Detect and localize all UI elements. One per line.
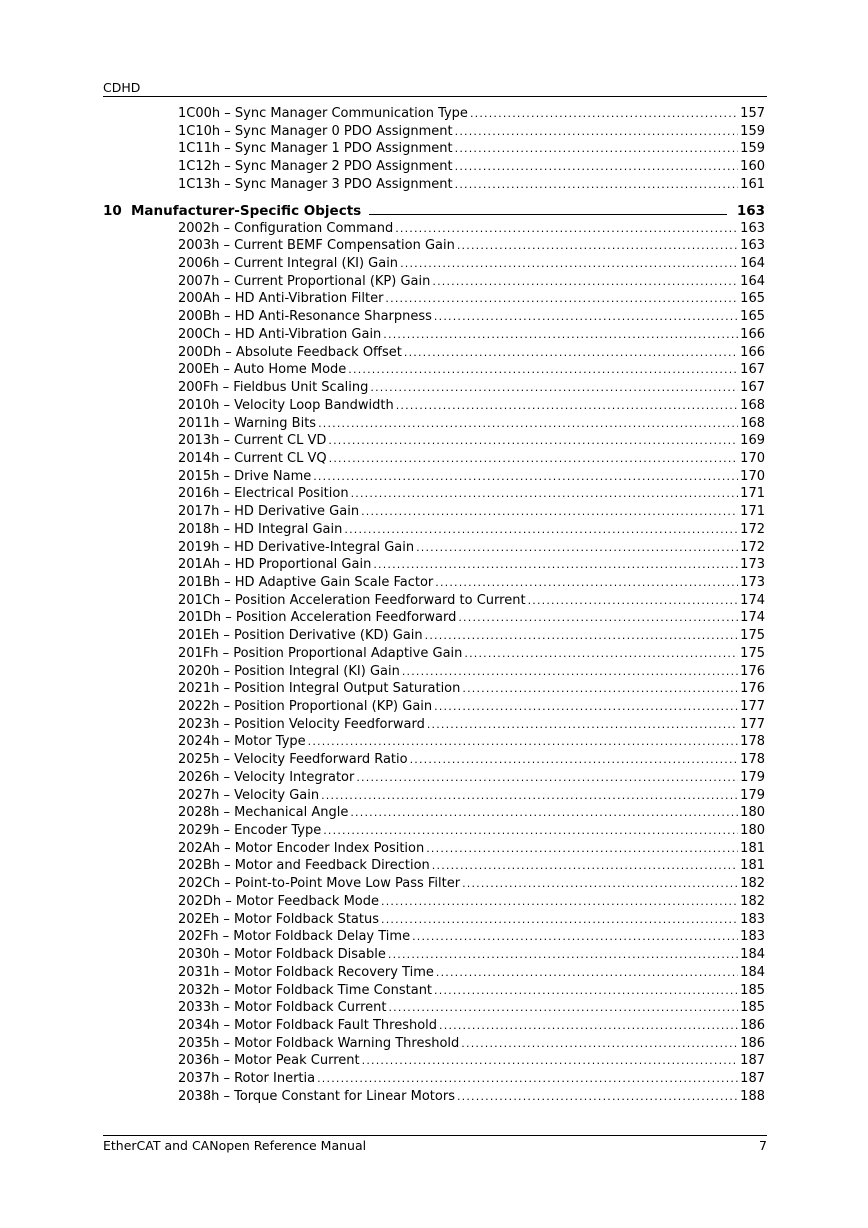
- toc-entry-title: 2038h – Torque Constant for Linear Motors: [178, 1088, 455, 1104]
- toc-dot-leader: [323, 822, 738, 840]
- toc-entry[interactable]: [178, 804, 765, 822]
- toc-entry-page: 183: [740, 929, 765, 945]
- toc-dot-leader: [400, 255, 738, 273]
- toc-entry-page: 160: [740, 159, 765, 175]
- toc-entry-page: 170: [740, 468, 765, 484]
- toc-entry-title: 201Dh – Position Acceleration Feedforward: [178, 610, 457, 626]
- toc-entry-title: 2017h – HD Derivative Gain: [178, 504, 360, 520]
- toc-dot-leader: [462, 875, 738, 893]
- toc-entry-page: 179: [740, 787, 765, 803]
- toc-dot-leader: [425, 627, 739, 645]
- footer-manual-title: EtherCAT and CANopen Reference Manual: [103, 1138, 367, 1153]
- toc-dot-leader: [432, 857, 738, 875]
- toc-entry-title: 2028h – Mechanical Angle: [178, 805, 349, 821]
- toc-dot-leader: [313, 468, 738, 486]
- toc-entry-page: 182: [740, 876, 765, 892]
- toc-entry-title: 2023h – Position Velocity Feedforward: [178, 716, 425, 732]
- toc-entry[interactable]: [178, 893, 765, 911]
- toc-entry-page: 161: [740, 176, 765, 192]
- toc-entry-page: 168: [740, 397, 765, 413]
- toc-entry-page: 176: [740, 681, 765, 697]
- toc-entry-title: 2033h – Motor Foldback Current: [178, 1000, 387, 1016]
- toc-entry-title: 2022h – Position Proportional (KP) Gain: [178, 699, 433, 714]
- footer-page-number: 7: [759, 1138, 767, 1153]
- toc-entry-title: 200Dh – Absolute Feedback Offset: [178, 344, 402, 360]
- toc-dot-leader: [435, 574, 738, 592]
- toc-entry-page: 176: [740, 663, 765, 679]
- toc-entry-page: 187: [740, 1071, 765, 1087]
- toc-entry-page: 185: [740, 1000, 765, 1016]
- toc-entry[interactable]: [178, 432, 765, 450]
- toc-entry[interactable]: [178, 158, 765, 176]
- toc-entry[interactable]: [178, 645, 765, 663]
- toc-dot-leader: [457, 237, 738, 255]
- toc-entry[interactable]: [178, 308, 765, 326]
- toc-entry[interactable]: [178, 964, 765, 982]
- toc-entry[interactable]: [178, 574, 765, 592]
- toc-dot-leader: [373, 556, 738, 574]
- toc-entry-title: 2025h – Velocity Feedforward Ratio: [178, 752, 408, 768]
- toc-entry-page: 164: [740, 273, 765, 289]
- toc-entry[interactable]: [178, 503, 765, 521]
- toc-entry-title: 2018h – HD Integral Gain: [178, 521, 343, 537]
- toc-entry[interactable]: [178, 1052, 765, 1070]
- toc-entry-title: 2003h – Current BEMF Compensation Gain: [178, 238, 455, 254]
- toc-entry-page: 169: [740, 433, 765, 449]
- toc-entry-page: 175: [740, 628, 765, 644]
- toc-entry-page: 166: [740, 344, 765, 360]
- toc-entry[interactable]: [178, 521, 765, 539]
- toc-entry[interactable]: [178, 698, 765, 716]
- toc-entry-title: 2010h – Velocity Loop Bandwidth: [178, 397, 394, 413]
- toc-dot-leader: [462, 680, 738, 698]
- toc-entry[interactable]: [178, 999, 765, 1017]
- toc-dot-leader: [464, 645, 738, 663]
- toc-entry-title: 2014h – Current CL VQ: [178, 450, 327, 466]
- toc-entry[interactable]: [178, 344, 765, 362]
- toc-entry[interactable]: [178, 397, 765, 415]
- toc-pre-entries: [0, 105, 868, 194]
- toc-entry-title: 1C11h – Sync Manager 1 PDO Assignment: [178, 141, 453, 157]
- toc-entry[interactable]: [178, 1070, 765, 1088]
- toc-entry[interactable]: [178, 592, 765, 610]
- toc-entry[interactable]: [178, 379, 765, 397]
- toc-dot-leader: [318, 415, 738, 433]
- toc-dot-leader: [455, 176, 739, 194]
- toc-dot-leader: [395, 220, 738, 238]
- toc-entry-page: 183: [740, 911, 765, 927]
- toc-entry-title: 2030h – Motor Foldback Disable: [178, 947, 386, 963]
- toc-entry-page: 163: [740, 220, 765, 236]
- toc-entry-page: 177: [740, 716, 765, 732]
- toc-entry-page: 165: [740, 291, 765, 307]
- toc-dot-leader: [434, 982, 738, 1000]
- toc-entry-title: 2006h – Current Integral (KI) Gain: [178, 256, 399, 272]
- toc-entry[interactable]: [178, 716, 765, 734]
- toc-entry[interactable]: [178, 326, 765, 344]
- toc-entry-page: 186: [740, 1017, 765, 1033]
- toc-entry-page: 159: [740, 123, 765, 139]
- toc-dot-leader: [402, 663, 738, 681]
- chapter-leader-rule: [369, 202, 727, 215]
- toc-entry-title: 2002h – Configuration Command: [178, 220, 394, 236]
- toc-dot-leader: [455, 123, 739, 141]
- chapter-number: 10: [103, 202, 122, 219]
- toc-entry[interactable]: [178, 946, 765, 964]
- toc-entry[interactable]: [178, 361, 765, 379]
- toc-entry[interactable]: [178, 468, 765, 486]
- toc-entry[interactable]: [178, 290, 765, 308]
- toc-entry[interactable]: [178, 1035, 765, 1053]
- table-of-contents: [0, 105, 868, 1106]
- toc-entry-title: 2007h – Current Proportional (KP) Gain: [178, 273, 431, 289]
- toc-entry[interactable]: [178, 450, 765, 468]
- toc-entry-page: 165: [740, 309, 765, 325]
- toc-entry-page: 171: [740, 504, 765, 520]
- toc-entry-page: 172: [740, 539, 765, 555]
- toc-entry-page: 167: [740, 380, 765, 396]
- toc-entry-title: 2035h – Motor Foldback Warning Threshold: [178, 1035, 460, 1051]
- toc-entry-page: 171: [740, 486, 765, 502]
- toc-entry[interactable]: [178, 140, 765, 158]
- toc-entry-page: 182: [740, 893, 765, 909]
- toc-dot-leader: [381, 911, 738, 929]
- toc-entry-title: 2031h – Motor Foldback Recovery Time: [178, 964, 434, 980]
- toc-entry-page: 174: [740, 592, 765, 608]
- toc-dot-leader: [351, 485, 739, 503]
- toc-entry[interactable]: [178, 485, 765, 503]
- toc-entry-page: 184: [740, 947, 765, 963]
- toc-entry[interactable]: [178, 911, 765, 929]
- toc-entry[interactable]: [178, 176, 765, 194]
- toc-entry-title: 200Ah – HD Anti-Vibration Filter: [178, 291, 384, 307]
- toc-entry-page: 184: [740, 964, 765, 980]
- toc-dot-leader: [328, 432, 738, 450]
- page-header: [103, 80, 767, 97]
- toc-entry-title: 2037h – Rotor Inertia: [178, 1071, 316, 1087]
- toc-entry-title: 201Ah – HD Proportional Gain: [178, 557, 372, 573]
- toc-entry-title: 2011h – Warning Bits: [178, 415, 317, 431]
- toc-entry-title: 1C00h – Sync Manager Communication Type: [178, 106, 468, 121]
- toc-entry[interactable]: [178, 787, 765, 805]
- toc-entry[interactable]: [178, 840, 765, 858]
- toc-entry-page: 164: [740, 256, 765, 272]
- toc-entry-page: 178: [740, 752, 765, 768]
- toc-dot-leader: [457, 1088, 738, 1106]
- page-footer: [103, 1135, 767, 1153]
- toc-entry-page: 179: [740, 769, 765, 785]
- toc-chapter-heading[interactable]: [103, 202, 765, 220]
- toc-dot-leader: [321, 787, 738, 805]
- toc-entry[interactable]: [178, 1017, 765, 1035]
- toc-entry-title: 200Ch – HD Anti-Vibration Gain: [178, 326, 382, 342]
- toc-entry[interactable]: [178, 627, 765, 645]
- toc-entry-title: 201Fh – Position Proportional Adaptive Gain: [178, 645, 463, 661]
- toc-dot-leader: [432, 273, 738, 291]
- toc-entry[interactable]: [178, 273, 765, 291]
- toc-entry[interactable]: [178, 822, 765, 840]
- toc-entry-page: 167: [740, 362, 765, 378]
- toc-entry-title: 2029h – Encoder Type: [178, 823, 322, 839]
- toc-entry-title: 202Eh – Motor Foldback Status: [178, 911, 380, 927]
- toc-dot-leader: [416, 539, 738, 557]
- toc-dot-leader: [385, 290, 738, 308]
- toc-entry-title: 202Ah – Motor Encoder Index Position: [178, 840, 425, 856]
- toc-entry-title: 2027h – Velocity Gain: [178, 787, 320, 803]
- toc-entry-title: 2036h – Motor Peak Current: [178, 1053, 360, 1069]
- toc-entry-page: 181: [740, 858, 765, 874]
- toc-entry[interactable]: [178, 105, 765, 123]
- toc-entry-title: 200Bh – HD Anti-Resonance Sharpness: [178, 309, 432, 325]
- toc-entry-title: 202Dh – Motor Feedback Mode: [178, 893, 379, 909]
- toc-entry-title: 2026h – Velocity Integrator: [178, 769, 355, 785]
- toc-entry-title: 2015h – Drive Name: [178, 468, 312, 484]
- toc-entry-page: 185: [740, 982, 765, 998]
- chapter-title: Manufacturer-Specific Objects: [131, 202, 362, 219]
- toc-dot-leader: [361, 503, 738, 521]
- toc-dot-leader: [381, 893, 738, 911]
- toc-entry-title: 200Fh – Fieldbus Unit Scaling: [178, 380, 369, 396]
- toc-entry-page: 172: [740, 521, 765, 537]
- toc-entry[interactable]: [178, 255, 765, 273]
- toc-entry[interactable]: [178, 556, 765, 574]
- toc-entry-page: 173: [740, 557, 765, 573]
- toc-entry-page: 163: [740, 238, 765, 254]
- toc-entry[interactable]: [178, 751, 765, 769]
- toc-entry-title: 201Eh – Position Derivative (KD) Gain: [178, 628, 423, 644]
- toc-entry[interactable]: [178, 928, 765, 946]
- toc-entry[interactable]: [178, 875, 765, 893]
- toc-dot-leader: [434, 308, 738, 326]
- toc-entry-page: 186: [740, 1035, 765, 1051]
- toc-entry-page: 180: [740, 823, 765, 839]
- toc-dot-leader: [412, 928, 738, 946]
- toc-entry-page: 157: [740, 106, 765, 121]
- toc-dot-leader: [455, 158, 739, 176]
- toc-dot-leader: [458, 609, 738, 627]
- toc-dot-leader: [434, 698, 738, 716]
- toc-entry-title: 202Bh – Motor and Feedback Direction: [178, 858, 430, 874]
- toc-entry[interactable]: [178, 857, 765, 875]
- toc-dot-leader: [455, 140, 739, 158]
- toc-dot-leader: [362, 1052, 739, 1070]
- toc-entry[interactable]: [178, 609, 765, 627]
- toc-entry-title: 2024h – Motor Type: [178, 734, 306, 750]
- toc-entry-page: 170: [740, 450, 765, 466]
- header-title: CDHD: [103, 80, 141, 95]
- toc-entry-page: 168: [740, 415, 765, 431]
- toc-entry[interactable]: [178, 982, 765, 1000]
- toc-entry-title: 200Eh – Auto Home Mode: [178, 362, 347, 378]
- toc-entry-title: 2021h – Position Integral Output Saturation: [178, 681, 461, 697]
- toc-dot-leader: [370, 379, 738, 397]
- toc-entry[interactable]: [178, 123, 765, 141]
- toc-entry-title: 1C10h – Sync Manager 0 PDO Assignment: [178, 123, 453, 139]
- toc-entry-page: 177: [740, 699, 765, 714]
- toc-entry[interactable]: [178, 663, 765, 681]
- toc-entry-title: 201Ch – Position Acceleration Feedforward to Current: [178, 592, 526, 608]
- toc-entry-page: 180: [740, 805, 765, 821]
- toc-entry-page: 188: [740, 1088, 765, 1104]
- toc-dot-leader: [404, 344, 738, 362]
- toc-entry-title: 2016h – Electrical Position: [178, 486, 349, 502]
- toc-entry-title: 2032h – Motor Foldback Time Constant: [178, 982, 433, 998]
- toc-entry-page: 174: [740, 610, 765, 626]
- toc-dot-leader: [388, 946, 738, 964]
- toc-entry-title: 201Bh – HD Adaptive Gain Scale Factor: [178, 574, 434, 590]
- toc-dot-leader: [317, 1070, 738, 1088]
- toc-dot-leader: [396, 397, 738, 415]
- toc-entry[interactable]: [178, 769, 765, 787]
- toc-entry[interactable]: [178, 237, 765, 255]
- toc-entries: [0, 220, 868, 1106]
- toc-entry-title: 1C13h – Sync Manager 3 PDO Assignment: [178, 176, 453, 192]
- toc-entry-title: 202Ch – Point-to-Point Move Low Pass Filter: [178, 876, 461, 892]
- toc-dot-leader: [470, 105, 738, 123]
- toc-dot-leader: [528, 592, 739, 610]
- toc-entry-page: 187: [740, 1053, 765, 1069]
- toc-dot-leader: [344, 521, 738, 539]
- toc-dot-leader: [427, 716, 738, 734]
- toc-dot-leader: [350, 804, 738, 822]
- toc-entry-title: 2020h – Position Integral (KI) Gain: [178, 663, 400, 679]
- toc-entry-title: 202Fh – Motor Foldback Delay Time: [178, 929, 411, 945]
- toc-dot-leader: [348, 361, 738, 379]
- toc-dot-leader: [388, 999, 738, 1017]
- toc-entry[interactable]: [178, 733, 765, 751]
- toc-dot-leader: [308, 733, 739, 751]
- toc-dot-leader: [383, 326, 738, 344]
- toc-dot-leader: [329, 450, 739, 468]
- toc-entry-page: 181: [740, 840, 765, 856]
- toc-entry-page: 175: [740, 645, 765, 661]
- toc-entry-page: 173: [740, 574, 765, 590]
- toc-entry[interactable]: [178, 220, 765, 238]
- toc-entry-title: 2034h – Motor Foldback Fault Threshold: [178, 1017, 438, 1033]
- toc-dot-leader: [356, 769, 738, 787]
- toc-entry-page: 159: [740, 141, 765, 157]
- toc-dot-leader: [461, 1035, 738, 1053]
- toc-dot-leader: [436, 964, 738, 982]
- toc-dot-leader: [426, 840, 738, 858]
- chapter-page: 163: [736, 202, 765, 219]
- toc-entry-title: 1C12h – Sync Manager 2 PDO Assignment: [178, 159, 453, 175]
- toc-entry-page: 178: [740, 734, 765, 750]
- toc-entry-title: 2019h – HD Derivative-Integral Gain: [178, 539, 415, 555]
- toc-entry[interactable]: [178, 415, 765, 433]
- toc-dot-leader: [410, 751, 739, 769]
- toc-entry[interactable]: [178, 539, 765, 557]
- toc-entry-title: 2013h – Current CL VD: [178, 433, 327, 449]
- toc-entry-page: 166: [740, 326, 765, 342]
- toc-entry[interactable]: [178, 1088, 765, 1106]
- toc-dot-leader: [439, 1017, 738, 1035]
- toc-entry[interactable]: [178, 680, 765, 698]
